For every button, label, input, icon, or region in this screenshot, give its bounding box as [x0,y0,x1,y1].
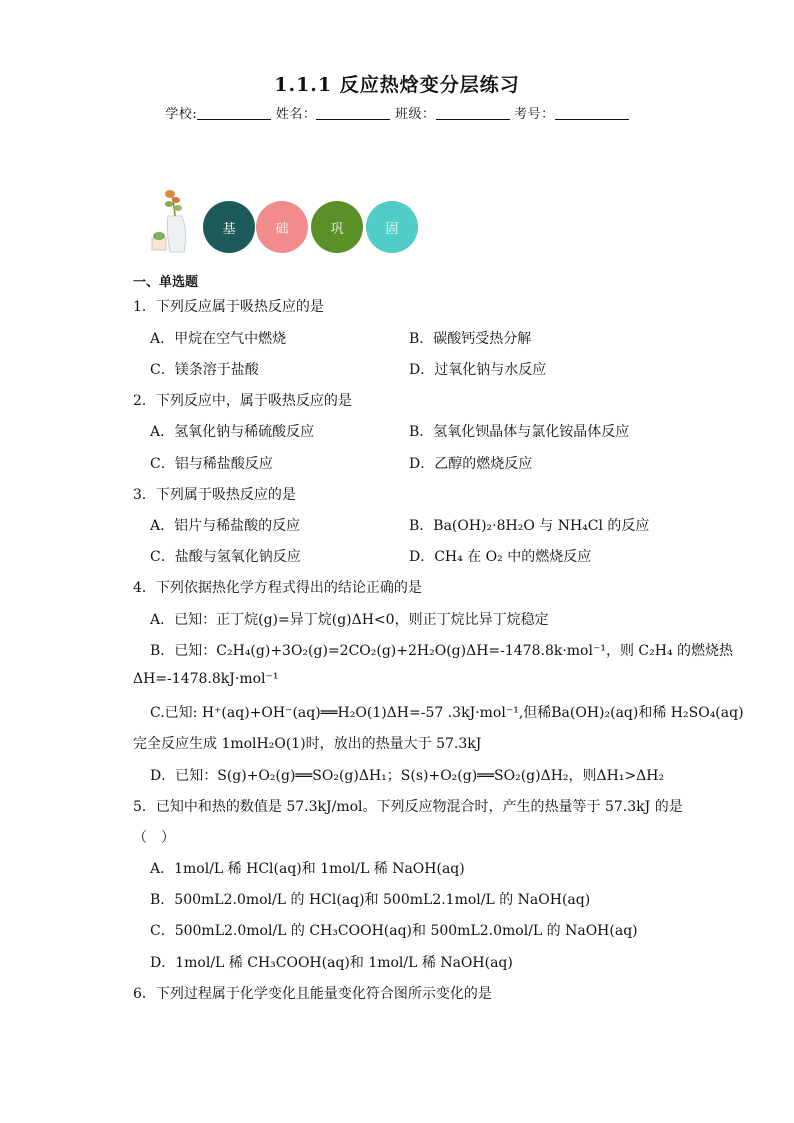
question-4-option-b-cont: ΔH=-1478.8kJ·mol⁻¹ [133,671,279,687]
question-2-option-a: A．氢氧化钠与稀硫酸反应 [150,424,315,440]
banner-circle-3: 巩 [311,201,363,253]
number-label: 考号： [514,107,555,122]
question-3-option-a: A．铝片与稀盐酸的反应 [150,518,301,534]
page-title: 1.1.1 反应热焓变分层练习 [274,74,520,96]
banner-circle-1: 基 [203,201,255,253]
class-label: 班级： [395,107,436,122]
question-5-option-d: D．1mol/L 稀 CH₃COOH(aq)和 1mol/L 稀 NaOH(aq) [150,955,513,971]
school-label: 学校: [165,107,198,122]
question-4-option-b: B．已知：C₂H₄(g)+3O₂(g)=2CO₂(g)+2H₂O(g)ΔH=-1478.8k·mol⁻¹，则 C₂H₄ 的燃烧热 [150,643,734,659]
question-4-option-d: D．已知：S(g)+O₂(g)══SO₂(g)ΔH₁；S(s)+O₂(g)══SO₂(g)ΔH₂，则ΔH₁>ΔH₂ [150,768,665,784]
question-5-stem-blank: （ ） [133,830,175,846]
question-6-stem: 6．下列过程属于化学变化且能量变化符合图所示变化的是 [133,986,492,1002]
question-1-option-b: B．碳酸钙受热分解 [409,331,532,347]
question-3-stem: 3．下列属于吸热反应的是 [133,487,296,503]
question-2-option-d: D．乙醇的燃烧反应 [409,456,533,472]
question-5-option-a: A．1mol/L 稀 HCl(aq)和 1mol/L 稀 NaOH(aq) [150,861,465,877]
school-blank [197,105,271,120]
question-3-option-c: C．盐酸与氢氧化钠反应 [150,549,301,565]
question-4-option-c-cont: 完全反应生成 1molH₂O(1)时，放出的热量大于 57.3kJ [133,736,482,752]
class-blank [436,105,510,120]
question-3-option-b: B．Ba(OH)₂·8H₂O 与 NH₄Cl 的反应 [409,518,650,534]
section-title: 一、单选题 [133,275,199,290]
question-2-option-c: C．铝与稀盐酸反应 [150,456,273,472]
banner-circle-4: 固 [366,201,418,253]
question-2-stem: 2．下列反应中，属于吸热反应的是 [133,393,352,409]
name-blank [316,105,390,120]
question-5-option-b: B．500mL2.0mol/L 的 HCl(aq)和 500mL2.1mol/L 的 NaOH(aq) [150,892,591,908]
question-3-option-d: D．CH₄ 在 O₂ 中的燃烧反应 [409,549,592,565]
question-1-option-a: A．甲烷在空气中燃烧 [150,331,287,347]
question-2-option-b: B．氢氧化钡晶体与氯化铵晶体反应 [409,424,630,440]
student-info-line [0,103,794,122]
plant-vase-icon [148,186,198,254]
question-1-option-d: D．过氧化钠与水反应 [409,362,547,378]
question-5-stem: 5．已知中和热的数值是 57.3kJ/mol。下列反应物混合时，产生的热量等于 57.3kJ 的是 [133,799,683,815]
question-5-option-c: C．500mL2.0mol/L 的 CH₃COOH(aq)和 500mL2.0mol/L 的 NaOH(aq) [150,923,638,939]
question-4-option-c: C.已知: H⁺(aq)+OH⁻(aq)══H₂O(1)ΔH=-57 .3kJ·mol⁻¹,但稀Ba(OH)₂(aq)和稀 H₂SO₄(aq) [150,705,744,721]
question-4-stem: 4．下列依据热化学方程式得出的结论正确的是 [133,580,422,596]
question-1-option-c: C．镁条溶于盐酸 [150,362,259,378]
question-4-option-a: A．已知：正丁烷(g)=异丁烷(g)ΔH<0，则正丁烷比异丁烷稳定 [150,612,549,628]
number-blank [555,105,629,120]
question-1-stem: 1．下列反应属于吸热反应的是 [133,299,324,315]
banner-circle-2: 础 [256,201,308,253]
name-label: 姓名： [275,107,317,122]
